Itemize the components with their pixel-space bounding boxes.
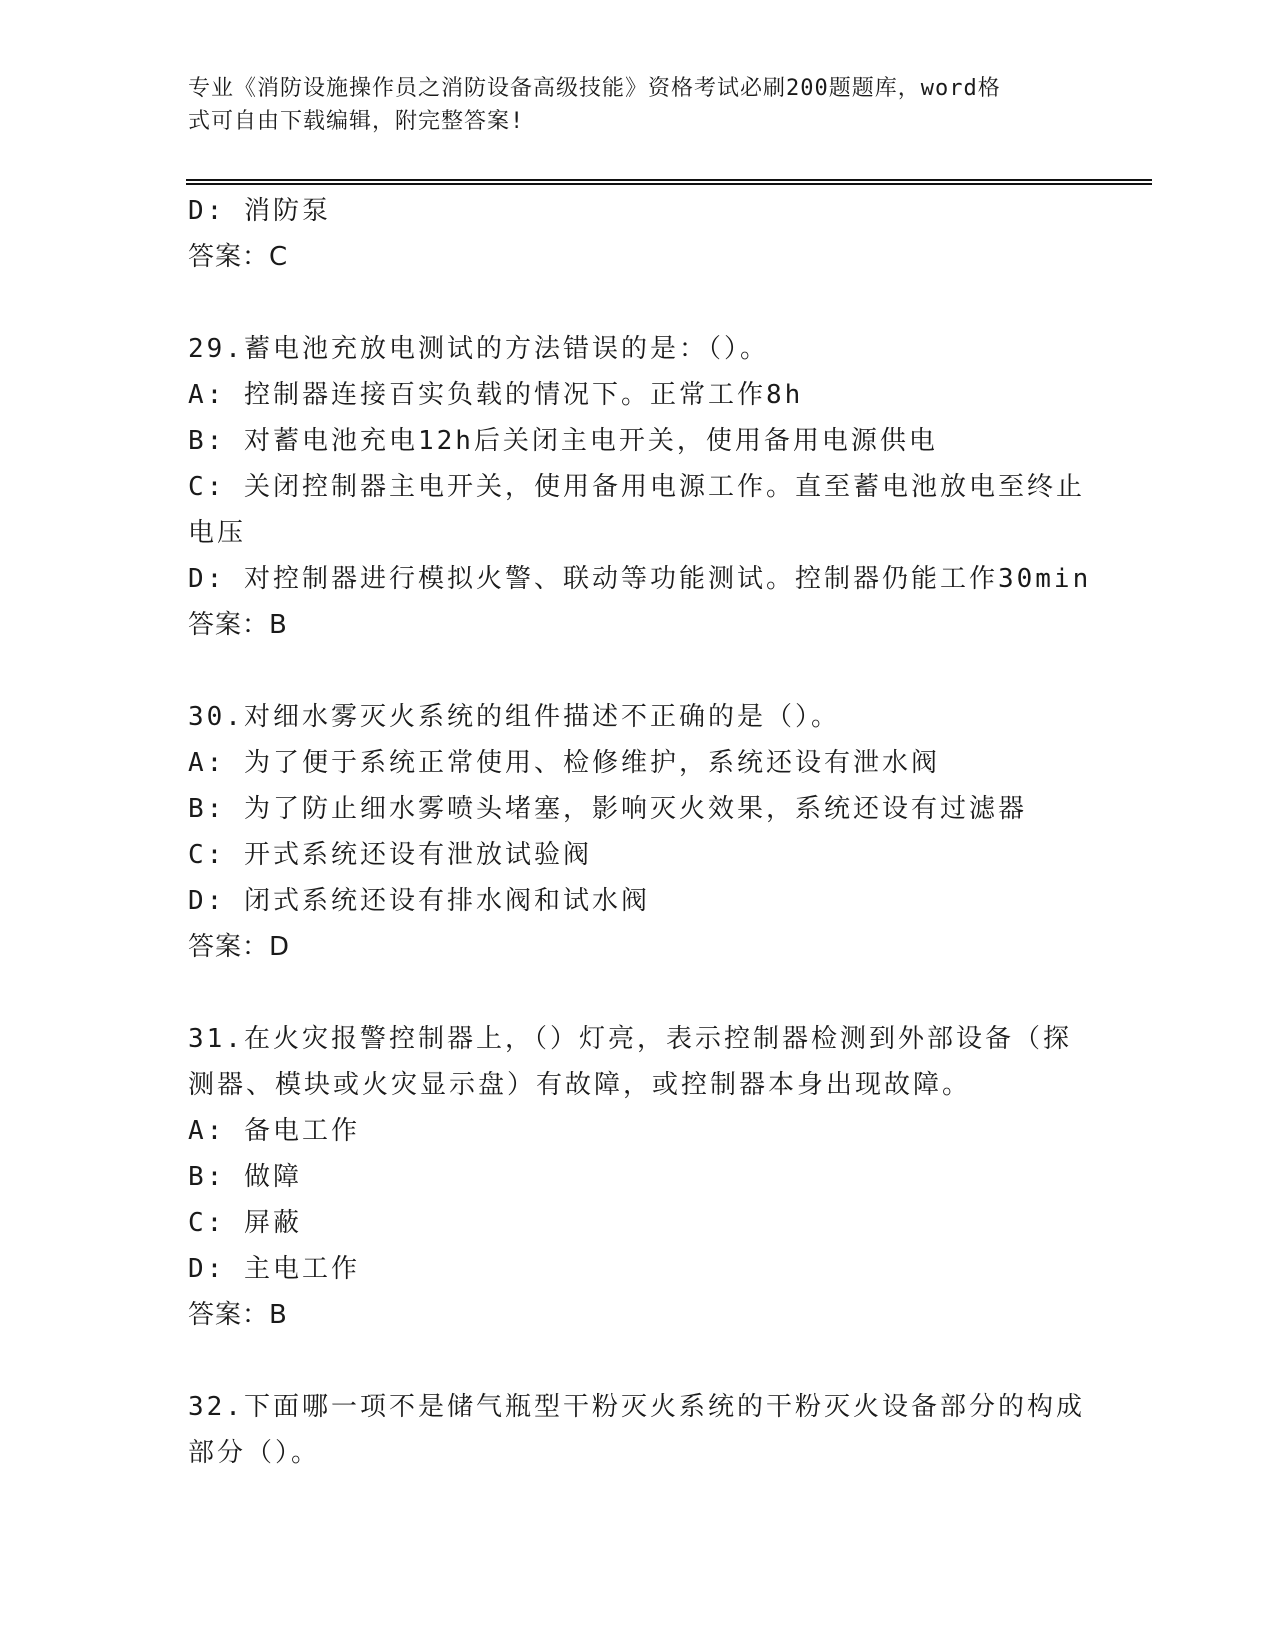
option-d: D: 闭式系统还设有排水阀和试水阀 bbox=[188, 886, 650, 916]
prev-option-d: D: 消防泵 bbox=[188, 196, 331, 226]
header-title-line-2: 式可自由下载编辑，附完整答案! bbox=[188, 109, 525, 134]
question-stem: 32.下面哪一项不是储气瓶型干粉灭火系统的干粉灭火设备部分的构成 bbox=[188, 1392, 1085, 1422]
question-30 bbox=[188, 694, 1088, 970]
option-c: C: 关闭控制器主电开关，使用备用电源工作。直至蓄电池放电至终止 bbox=[188, 472, 1085, 502]
answer: 答案：B bbox=[188, 1300, 288, 1330]
option-b: B: 对蓄电池充电12h后关闭主电开关，使用备用电源供电 bbox=[188, 426, 938, 456]
header-divider-top bbox=[186, 179, 1152, 181]
option-a: A: 控制器连接百实负载的情况下。正常工作8h bbox=[188, 380, 804, 410]
option-a: A: 为了便于系统正常使用、检修维护，系统还设有泄水阀 bbox=[188, 748, 940, 778]
question-stem: 29.蓄电池充放电测试的方法错误的是：（）。 bbox=[188, 334, 769, 364]
page-header bbox=[188, 72, 1088, 138]
option-c-continued: 电压 bbox=[188, 518, 247, 548]
question-stem-continued: 部分（）。 bbox=[188, 1438, 321, 1468]
option-b: B: 为了防止细水雾喷头堵塞，影响灭火效果，系统还设有过滤器 bbox=[188, 794, 1027, 824]
header-divider-bottom bbox=[186, 183, 1152, 185]
option-b: B: 做障 bbox=[188, 1162, 302, 1192]
option-c: C: 开式系统还设有泄放试验阀 bbox=[188, 840, 592, 870]
answer: 答案：D bbox=[188, 932, 291, 962]
option-d: D: 主电工作 bbox=[188, 1254, 360, 1284]
document-body bbox=[188, 188, 1092, 1476]
option-a: A: 备电工作 bbox=[188, 1116, 360, 1146]
answer: 答案：B bbox=[188, 610, 288, 640]
option-d: D: 对控制器进行模拟火警、联动等功能测试。控制器仍能工作30min bbox=[188, 564, 1092, 594]
question-31 bbox=[188, 1016, 1088, 1338]
header-title-line-1: 专业《消防设施操作员之消防设备高级技能》资格考试必刷200题题库，word格 bbox=[188, 76, 1001, 101]
option-c: C: 屏蔽 bbox=[188, 1208, 302, 1238]
question-stem: 31.在火灾报警控制器上，（）灯亮，表示控制器检测到外部设备（探 bbox=[188, 1024, 1072, 1054]
prev-answer: 答案：C bbox=[188, 242, 289, 272]
question-stem-continued: 测器、模块或火灾显示盘）有故障，或控制器本身出现故障。 bbox=[188, 1070, 972, 1100]
question-stem: 30.对细水雾灭火系统的组件描述不正确的是（）。 bbox=[188, 702, 840, 732]
question-32 bbox=[188, 1384, 1088, 1476]
question-29 bbox=[188, 326, 1092, 648]
